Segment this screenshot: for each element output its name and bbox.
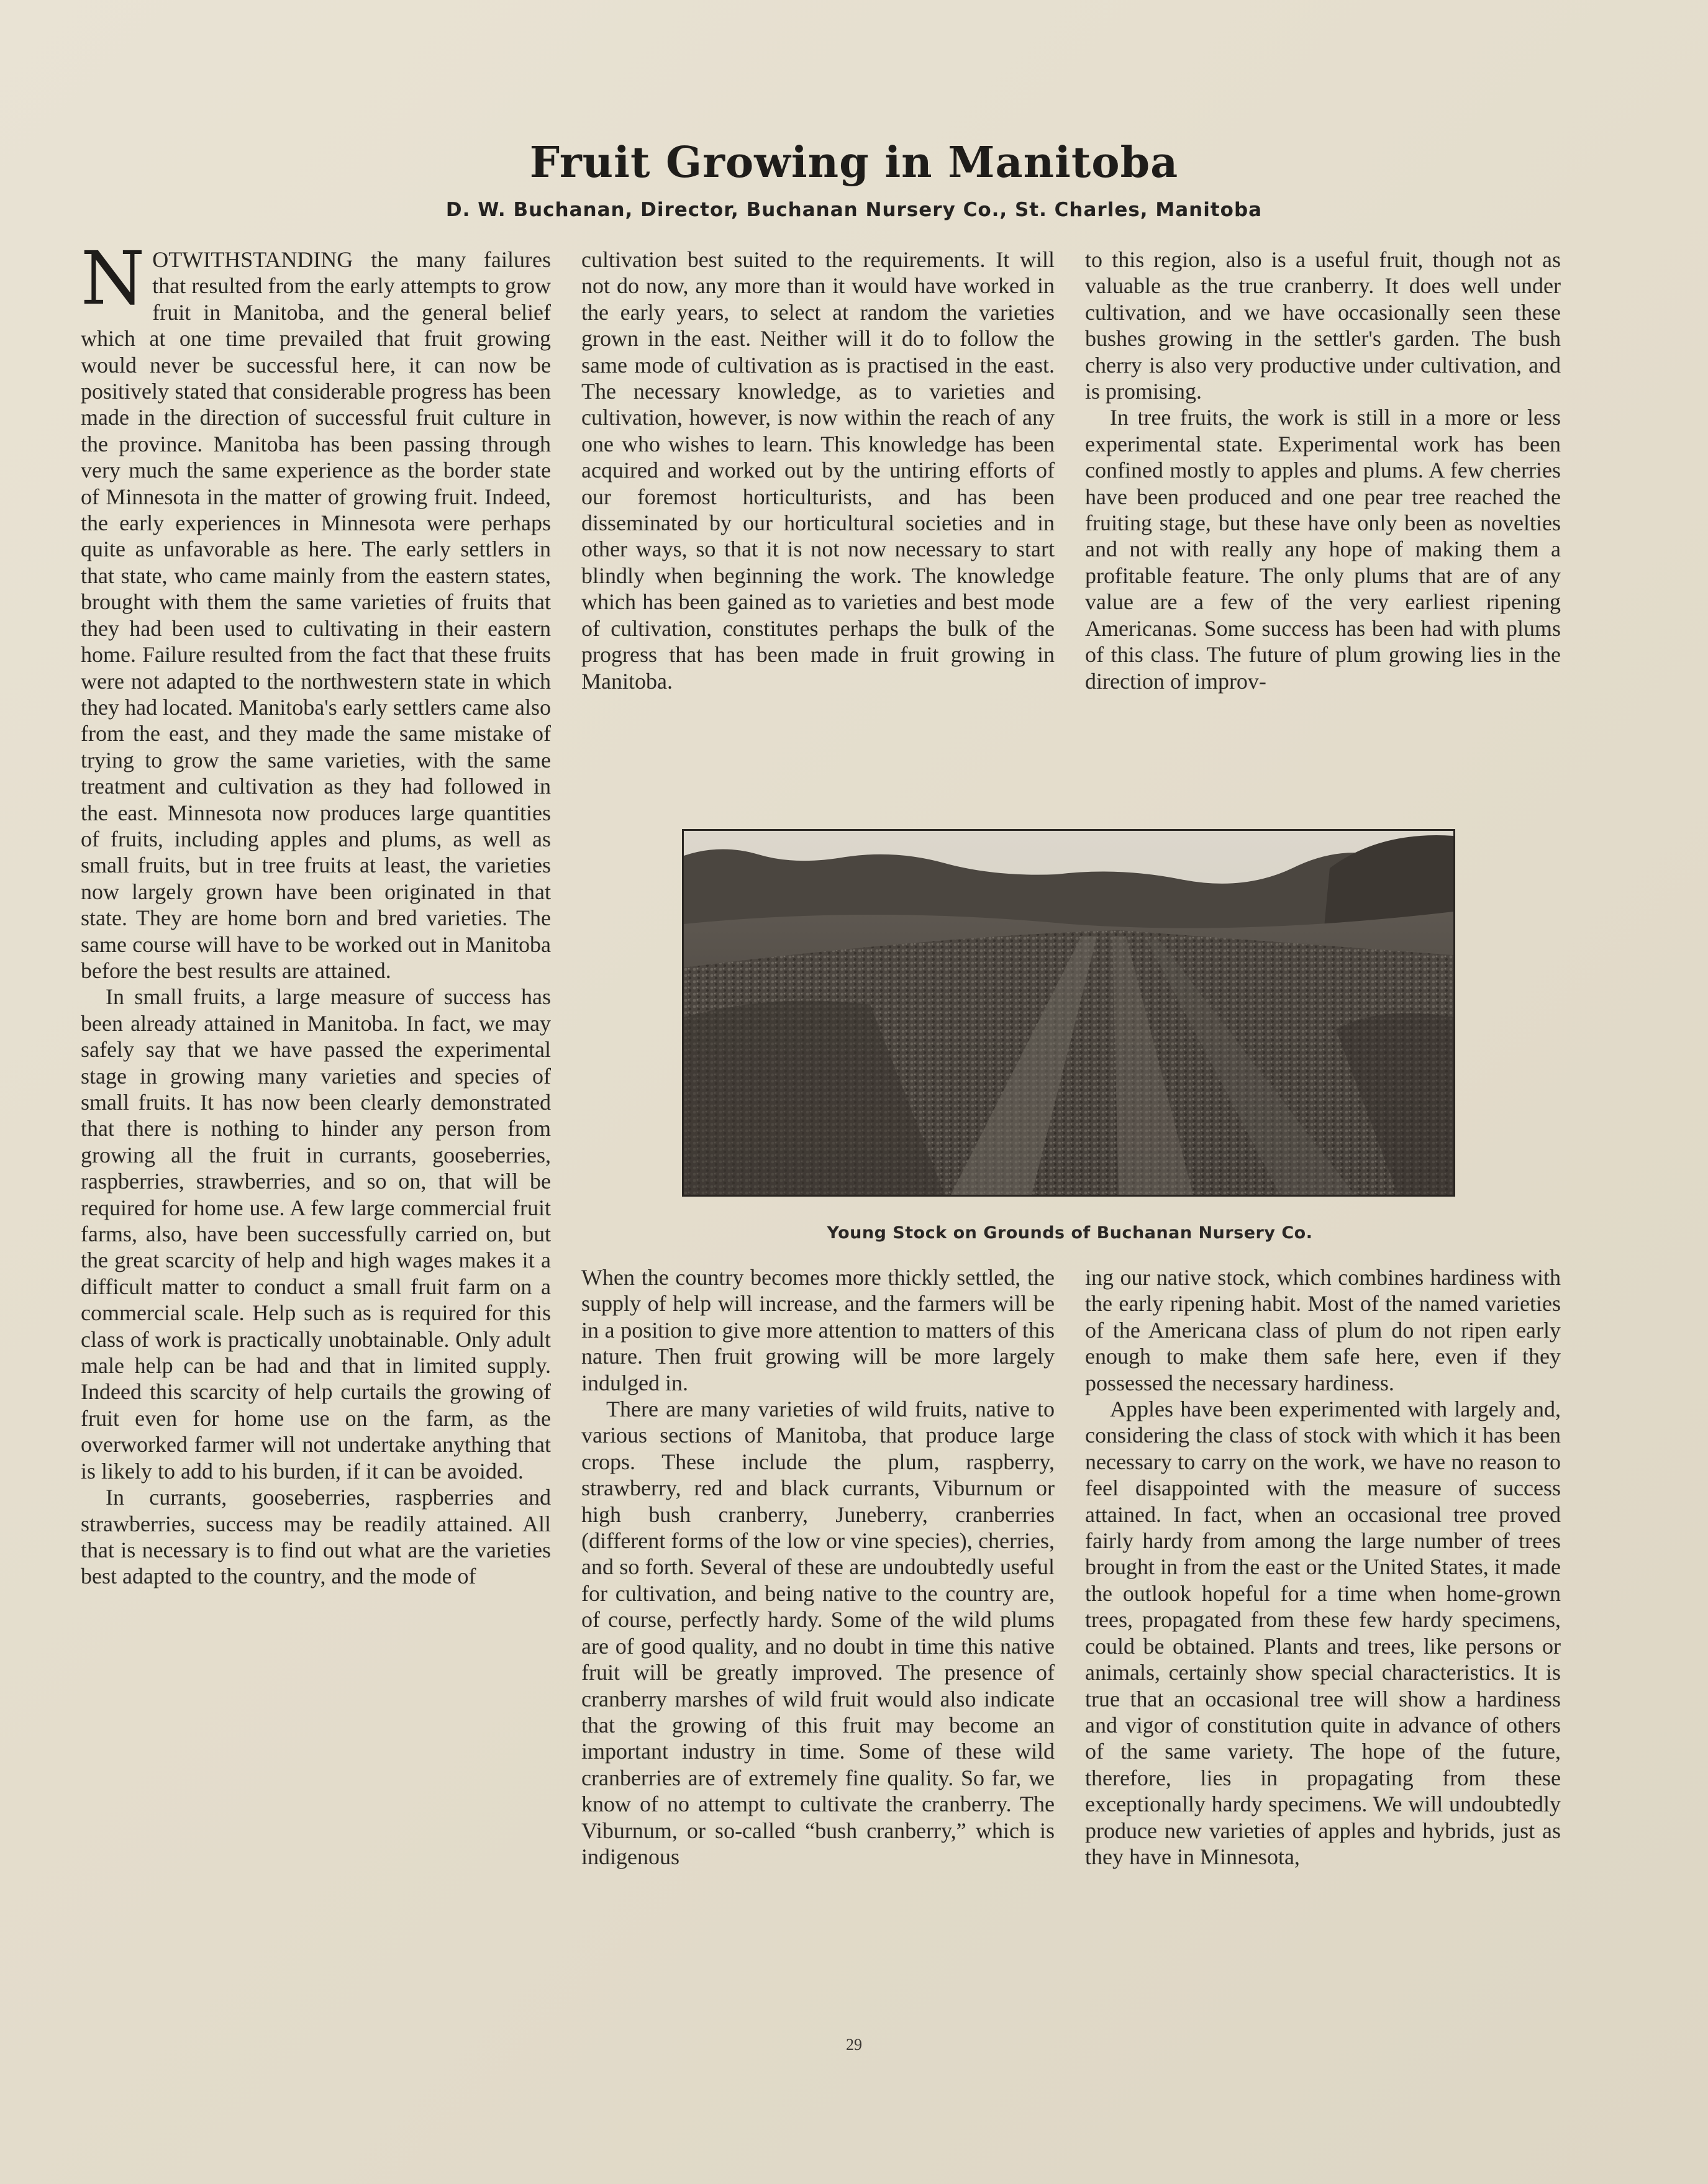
column-3-top — [1085, 247, 1561, 694]
article-byline: D. W. Buchanan, Director, Buchanan Nursery Co., St. Charles, Manitoba — [445, 199, 1263, 221]
paragraph-opening — [81, 235, 551, 984]
page-number: 29 — [846, 2036, 862, 2054]
drop-cap: N — [81, 235, 145, 321]
column-2-top — [581, 247, 1055, 694]
paragraph-small-fruits: In small fruits, a large measure of success has been already attained in Manitoba. In fact, we may safely say that we have passed the experimental stage in growing many varieties and species of small fruits. It has now been clearly demonstrated that there is nothing to hinder any person from growing all the fruit in currants, gooseberries, raspberries, strawberries, and so on, that will be required for home use. A few large commercial fruit farms, also, have been successfully carried on, but the great scarcity of help and high wages makes it a difficult matter to conduct a small fruit farm on a commercial scale. Help such as is required for this class of work is practically unobtainable. Only adult male help can be had and that in limited supply. Indeed this scarcity of help curtails the growing of fruit even for home use on the farm, as the overworked farmer will not undertake anything that is likely to add to his burden, if it can be avoided. — [81, 984, 551, 1484]
paragraph-tree-fruits: In tree fruits, the work is still in a more or less experimental state. Experimental work has been confined mostly to apples and plums. A few cherries have been produced and one pear tree reached the fruiting stage, but these have only been as novelties and not with really any hope of making them a profitable feature. The only plums that are of any value are a few of the very earliest ripening Americanas. Some success has been had with plums of this class. The future of plum growing lies in the direction of improv- — [1085, 405, 1561, 694]
column-1 — [81, 235, 551, 1590]
nursery-photo — [682, 829, 1455, 1197]
nursery-photo-image — [684, 831, 1453, 1195]
paragraph-native-stock: ing our native stock, which combines hardiness with the early ripening habit. Most of the named varieties of the Americana class of plum do not ripen early enough to make them safe here, even if they possessed the necessary hardiness. — [1085, 1265, 1561, 1395]
paragraph-opening-text: OTWITHSTANDING the many failures that resulted from the early attempts to grow fruit in Manitoba, and the general belief which at one time prevailed that fruit growing would never be successful here, it can now be positively stated that considerable progress has been made in the direction of successful fruit culture in the province. Manitoba has been passing through very much the same experience as the border state of Minnesota in the matter of growing fruit. Indeed, the early experiences in Minnesota were perhaps quite as unfavorable as here. The early settlers in that state, who came mainly from the eastern states, brought with them the same varieties of fruits that they had been used to cultivating in their eastern home. Failure resulted from the fact that these fruits were not adapted to the northwestern state in which they had located. Manitoba's early settlers came also from the east, and they made the same mistake of trying to grow the same varieties, with the same treatment and cultivation as they had followed in the east. Minnesota now produces large quantities of fruits, including apples and plums, as well as small fruits, but in tree fruits at least, the varieties now largely grown have been originated in that state. They are home born and bred varieties. The same course will have to be worked out in Manitoba before the best results are attained. — [81, 247, 551, 983]
column-3-bottom — [1085, 1264, 1561, 1870]
paragraph-viburnum-continued: to this region, also is a useful fruit, though not as valuable as the true cranberry. It does well under cultivation, and we have occasionally seen these bushes growing in the settler's garden. The bush cherry is also very productive under cultivation, and is promising. — [1085, 247, 1561, 404]
paragraph-cultivation: cultivation best suited to the requirements. It will not do now, any more than it would have worked in the early years, to select at random the varieties grown in the east. Neither will it do to follow the same mode of cultivation as is practised in the east. The necessary knowledge, as to varieties and cultivation, however, is now within the reach of any one who wishes to learn. This knowledge has been acquired and worked out by the untiring efforts of our foremost horticulturists, and has been disseminated by our horticultural societies and in other ways, so that it is not now necessary to start blindly when beginning the work. The knowledge which has been gained as to varieties and best mode of cultivation, constitutes perhaps the bulk of the progress that has been made in fruit growing in Manitoba. — [581, 247, 1055, 694]
paragraph-apples: Apples have been experimented with largely and, considering the class of stock with which it has been necessary to carry on the work, we have no reason to feel disappointed with the measure of success attained. In fact, when an occasional tree proved fairly hardy from among the large number of trees brought in from the east or the United States, it made the outlook hopeful for a time when home-grown trees, propagated from these few hardy specimens, could be obtained. Plants and trees, like persons or animals, certainly show special characteristics. It is true that an occasional tree will show a hardiness and vigor of constitution quite in advance of others of the same variety. The hope of the future, therefore, lies in propagating from these exceptionally hardy specimens. We will undoubtedly produce new varieties of apples and hybrids, just as they have in Minnesota, — [1085, 1397, 1561, 1869]
photo-caption: Young Stock on Grounds of Buchanan Nursery Co. — [827, 1223, 1313, 1243]
column-2-bottom — [581, 1264, 1055, 1870]
paragraph-currants: In currants, gooseberries, raspberries and strawberries, success may be readily attained. All that is necessary is to find out what are the varieties best adapted to the country, and the mode of — [81, 1485, 551, 1589]
paragraph-wild-fruits: There are many varieties of wild fruits, native to various sections of Manitoba, that produce large crops. These include the plum, raspberry, strawberry, red and black currants, Viburnum or high bush cranberry, Juneberry, cranberries (different forms of the low or vine species), cherries, and so forth. Several of these are undoubtedly useful for cultivation, and being native to the country are, of course, perfectly hardy. Some of the wild plums are of good quality, and no doubt in time this native fruit will be greatly improved. The presence of cranberry marshes of wild fruit would also indicate that the growing of this fruit may become an important industry in time. Some of these wild cranberries are of extremely fine quality. So far, we know of no attempt to cultivate the cranberry. The Viburnum, or so-called “bush cranberry,” which is indigenous — [581, 1397, 1055, 1869]
paragraph-settlement: When the country becomes more thickly settled, the supply of help will increase, and the farmers will be in a position to give more attention to matters of this nature. Then fruit growing will be more largely indulged in. — [581, 1265, 1055, 1395]
article-title: Fruit Growing in Manitoba — [529, 138, 1179, 188]
